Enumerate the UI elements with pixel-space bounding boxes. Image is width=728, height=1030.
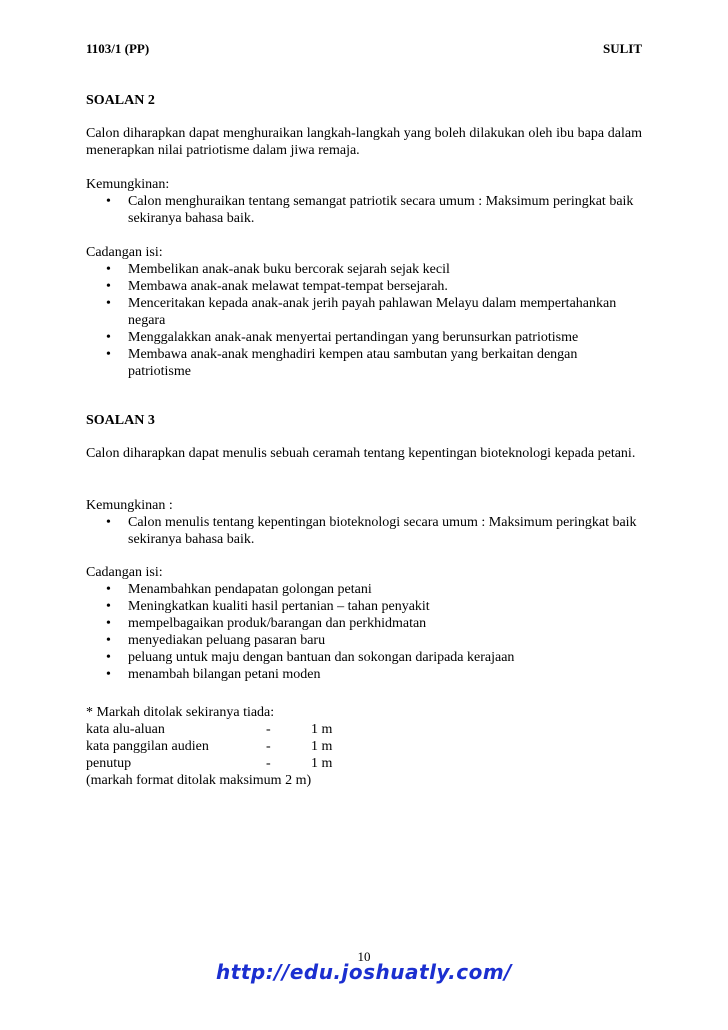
list-item: • Meningkatkan kualiti hasil pertanian – tahan penyakit [86, 598, 642, 615]
markah-row-value: 1 m [311, 722, 333, 737]
list-item: • Calon menghuraikan tentang semangat patriotik secara umum : Maksimum peringkat baik sekiranya bahasa baik. [86, 193, 642, 227]
list-item: • Membawa anak-anak menghadiri kempen atau sambutan yang berkaitan dengan patriotisme [86, 346, 642, 380]
soalan3-cadangan-list [86, 581, 642, 683]
markah-intro: * Markah ditolak sekiranya tiada: [86, 705, 275, 720]
list-item: • peluang untuk maju dengan bantuan dan sokongan daripada kerajaan [86, 649, 642, 666]
soalan2-cadangan-label: Cadangan isi: [86, 245, 163, 260]
header-code: 1103/1 (PP) [86, 41, 150, 56]
markah-row-value: 1 m [311, 756, 333, 771]
markah-row [86, 755, 642, 772]
markah-note: (markah format ditolak maksimum 2 m) [86, 773, 312, 788]
markah-row [86, 721, 642, 738]
markah-row [86, 738, 642, 755]
markah-row-label: penutup [86, 756, 132, 771]
soalan2-kemungkinan-label: Kemungkinan: [86, 177, 170, 192]
markah-row-value: 1 m [311, 739, 333, 754]
list-item: • Menceritakan kepada anak-anak jerih payah pahlawan Melayu dalam mempertahankan negara [86, 295, 642, 329]
page-number: 10 [357, 949, 371, 964]
list-item: • Menggalakkan anak-anak menyertai pertandingan yang berunsurkan patriotisme [86, 329, 642, 346]
markah-row-dash: - [266, 739, 271, 754]
soalan3-intro: Calon diharapkan dapat menulis sebuah ceramah tentang kepentingan bioteknologi kepada petani. [86, 446, 636, 461]
list-item: • menambah bilangan petani moden [86, 666, 642, 683]
markah-section [86, 704, 642, 789]
soalan3-kemungkinan-label: Kemungkinan : [86, 498, 173, 513]
markah-row-dash: - [266, 756, 271, 771]
list-item: • Membelikan anak-anak buku bercorak sejarah sejak kecil [86, 261, 642, 278]
soalan3-cadangan-label: Cadangan isi: [86, 565, 163, 580]
soalan2-intro: Calon diharapkan dapat menghuraikan langkah-langkah yang boleh dilakukan oleh ibu bapa dalam menerapkan nilai patriotisme dalam jiwa remaja. [86, 126, 642, 158]
markah-row-dash: - [266, 722, 271, 737]
footer-url-link[interactable]: http://edu.joshuatly.com/ [216, 960, 512, 984]
markah-row-label: kata alu-aluan [86, 722, 165, 737]
soalan3-kemungkinan-list [86, 514, 642, 548]
markah-row-label: kata panggilan audien [86, 739, 209, 754]
soalan3-heading: SOALAN 3 [86, 413, 155, 428]
header-classification: SULIT [602, 41, 642, 56]
list-item: • Menambahkan pendapatan golongan petani [86, 581, 642, 598]
list-item: • mempelbagaikan produk/barangan dan perkhidmatan [86, 615, 642, 632]
soalan2-cadangan-list [86, 261, 642, 380]
list-item: • menyediakan peluang pasaran baru [86, 632, 642, 649]
list-item: • Membawa anak-anak melawat tempat-tempat bersejarah. [86, 278, 642, 295]
soalan2-heading: SOALAN 2 [86, 93, 155, 108]
soalan2-kemungkinan-list [86, 193, 642, 227]
list-item: • Calon menulis tentang kepentingan bioteknologi secara umum : Maksimum peringkat baik sekiranya bahasa baik. [86, 514, 642, 548]
